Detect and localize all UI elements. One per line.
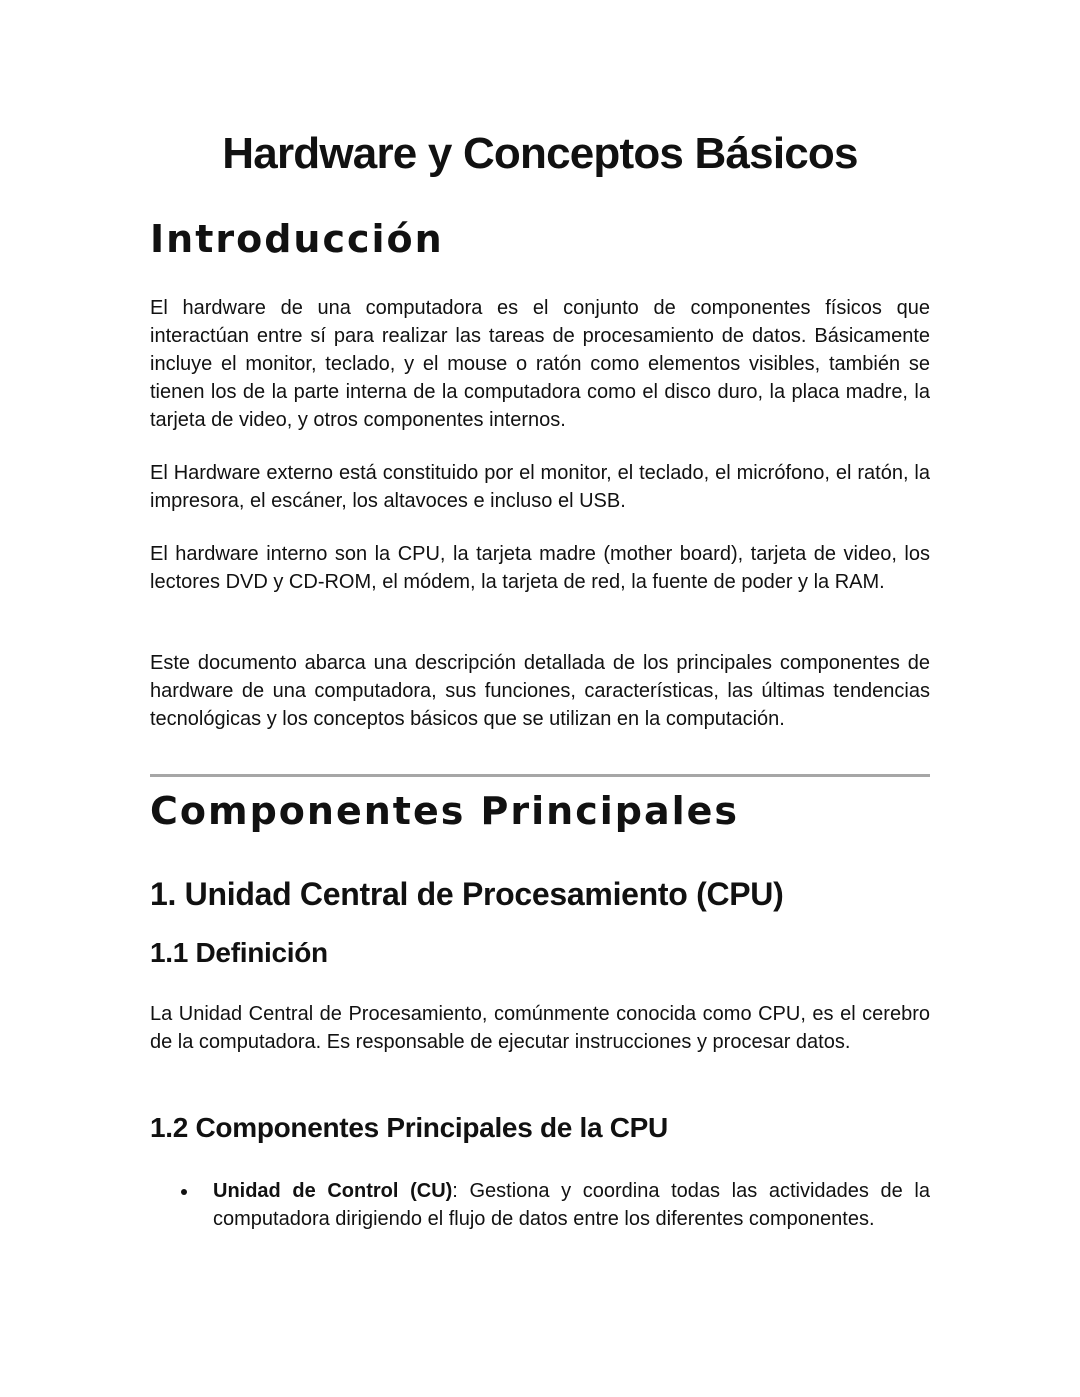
cpu-definition-paragraph: La Unidad Central de Procesamiento, comúnmente conocida como CPU, es el cerebro de la computadora. Es responsable de ejecutar instrucciones y procesar datos. <box>150 1003 930 1053</box>
intro-paragraph-1: El hardware de una computadora es el conjunto de componentes físicos que interactúan entre sí para realizar las tareas de procesamiento de datos. Básicamente incluye el monitor, teclado, y el mouse o ratón como elementos visibles, también se tienen los de la parte interna de la computadora como el disco duro, la placa madre, la tarjeta de video, y otros componentes internos. <box>150 297 930 431</box>
components-heading: Componentes Principales <box>150 789 740 833</box>
intro-paragraph-4: Este documento abarca una descripción detallada de los principales componentes de hardware de una computadora, sus funciones, características, las últimas tendencias tecnológicas y los conceptos básicos que se utilizan en la computación. <box>150 652 930 730</box>
intro-paragraph-2: El Hardware externo está constituido por el monitor, el teclado, el micrófono, el ratón, la impresora, el escáner, los altavoces e incluso el USB. <box>150 462 930 512</box>
list-item-description: : Gestiona y coordina todas las actividades de la computadora dirigiendo el flujo de datos entre los diferentes componentes. <box>213 1180 930 1230</box>
cpu-parts-list <box>150 1177 930 1233</box>
document-title: Hardware y Conceptos Básicos <box>222 129 858 178</box>
cpu-heading: 1. Unidad Central de Procesamiento (CPU) <box>150 876 784 912</box>
introduction-heading: Introducción <box>150 217 444 261</box>
cpu-parts-heading: 1.2 Componentes Principales de la CPU <box>150 1112 668 1143</box>
list-item-term: Unidad de Control (CU) <box>213 1180 453 1202</box>
cpu-definition-heading: 1.1 Definición <box>150 937 328 968</box>
intro-paragraph-3: El hardware interno son la CPU, la tarjeta madre (mother board), tarjeta de video, los lectores DVD y CD-ROM, el módem, la tarjeta de red, la fuente de poder y la RAM. <box>150 543 930 593</box>
list-item <box>150 1177 930 1233</box>
bullet-icon <box>181 1189 187 1195</box>
section-divider <box>150 774 930 777</box>
